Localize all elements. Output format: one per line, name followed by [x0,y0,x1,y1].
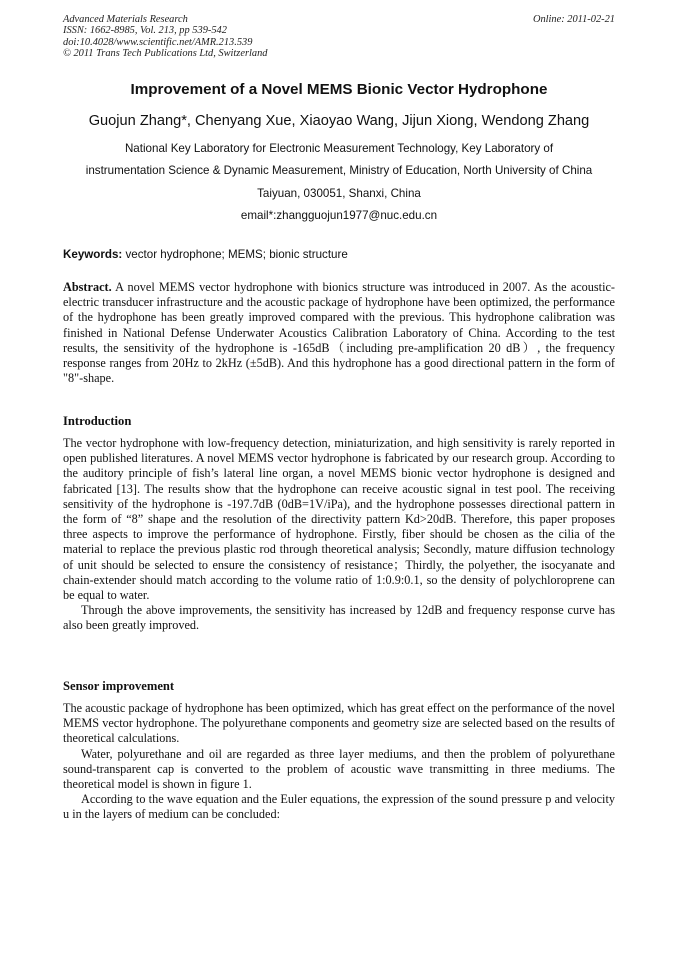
author-email: email*:zhangguojun1977@nuc.edu.cn [240,209,438,223]
affiliation [0,138,678,228]
introduction-body [63,436,615,634]
keywords-label: Keywords: [63,248,123,261]
affiliation-line-2: instrumentation Science & Dynamic Measurement, Ministry of Education, North University of China [85,164,593,178]
introduction-paragraph: Through the above improvements, the sensitivity has increased by 12dB and frequency response curve has also been greatly improved. [63,603,615,633]
affiliation-line-3: Taiyuan, 030051, Shanxi, China [257,186,421,200]
keywords-text: vector hydrophone; MEMS; bionic structure [122,248,348,261]
doi-line: doi:10.4028/www.scientific.net/AMR.213.539 [63,36,253,48]
affiliation-line-1: National Key Laboratory for Electronic Measurement Technology, Key Laboratory of [124,142,554,155]
copyright-line: © 2011 Trans Tech Publications Ltd, Switzerland [63,47,268,59]
sensor-body [63,701,615,823]
sensor-heading: Sensor improvement [63,679,175,693]
online-date: Online: 2011-02-21 [532,14,615,25]
issn-line: ISSN: 1662-8985, Vol. 213, pp 539-542 [63,25,227,37]
abstract [63,280,615,386]
author-list: Guojun Zhang*, Chenyang Xue, Xiaoyao Wang, Jijun Xiong, Wendong Zhang [88,113,590,129]
introduction-heading: Introduction [63,414,132,428]
abstract-label: Abstract. [63,280,112,294]
paper-title: Improvement of a Novel MEMS Bionic Vector Hydrophone [130,81,548,98]
sensor-paragraph: Water, polyurethane and oil are regarded as three layer mediums, and then the problem of polyurethane sound-transparent cap is converted to the problem of acoustic wave transmitting in three mediums. The theoretical model is shown in figure 1. [63,746,615,792]
abstract-text: A novel MEMS vector hydrophone with bionics structure was introduced in 2007. As the acoustic-electric transducer infrastructure and the acoustic package of hydrophone have been optimized, the performance of the hydrophone has been greatly improved compared with the previous. This hydrophone calibration was finished in National Defense Underwater Acoustics Calibration Laboratory of China. According to the test results, the sensitivity of the hydrophone is -165dB（including pre-amplification 20 dB）, the frequency response ranges from 20Hz to 2kHz (±5dB). And this hydrophone has a good directional pattern in the form of "8"-shape. [63,280,615,386]
introduction-paragraph: The vector hydrophone with low-frequency detection, miniaturization, and high sensitivity is rarely reported in open published literatures. A novel MEMS vector hydrophone is fabricated by our research group. According to the auditory principle of fish’s lateral line organ, a novel MEMS bionic vector hydrophone is designed and fabricated [13]. The results show that the hydrophone can receive acoustic signal in test pool. The receiving sensitivity of the hydrophone is -197.7dB (0dB=1V/iPa), and the hydrophone possesses directional pattern in the form of “8” shape and the resolution of the directivity pattern Kd>20dB. Therefore, this paper proposes three aspects to improve the performance of hydrophone. Firstly, fiber should be chosen as the cilia of the material to replace the previous plastic rod through theoretical analysis; Secondly, mature diffusion technology of unit should be selected to ensure the consistency of resistance；Thirdly, the polyether, the isocyanate and chain-extender should match according to the volume ratio of 1:0.9:0.1, so the density of polychloroprene can be equal to water. [63,436,615,603]
sensor-paragraph: According to the wave equation and the Euler equations, the expression of the sound pressure p and velocity u in the layers of medium can be concluded: [63,792,615,822]
journal-name: Advanced Materials Research [63,14,188,25]
keywords [63,248,348,261]
journal-header [63,14,615,59]
sensor-paragraph: The acoustic package of hydrophone has been optimized, which has great effect on the performance of the novel MEMS vector hydrophone. The polyurethane components and geometry size are selected based on the results of theoretical calculations. [63,701,615,746]
